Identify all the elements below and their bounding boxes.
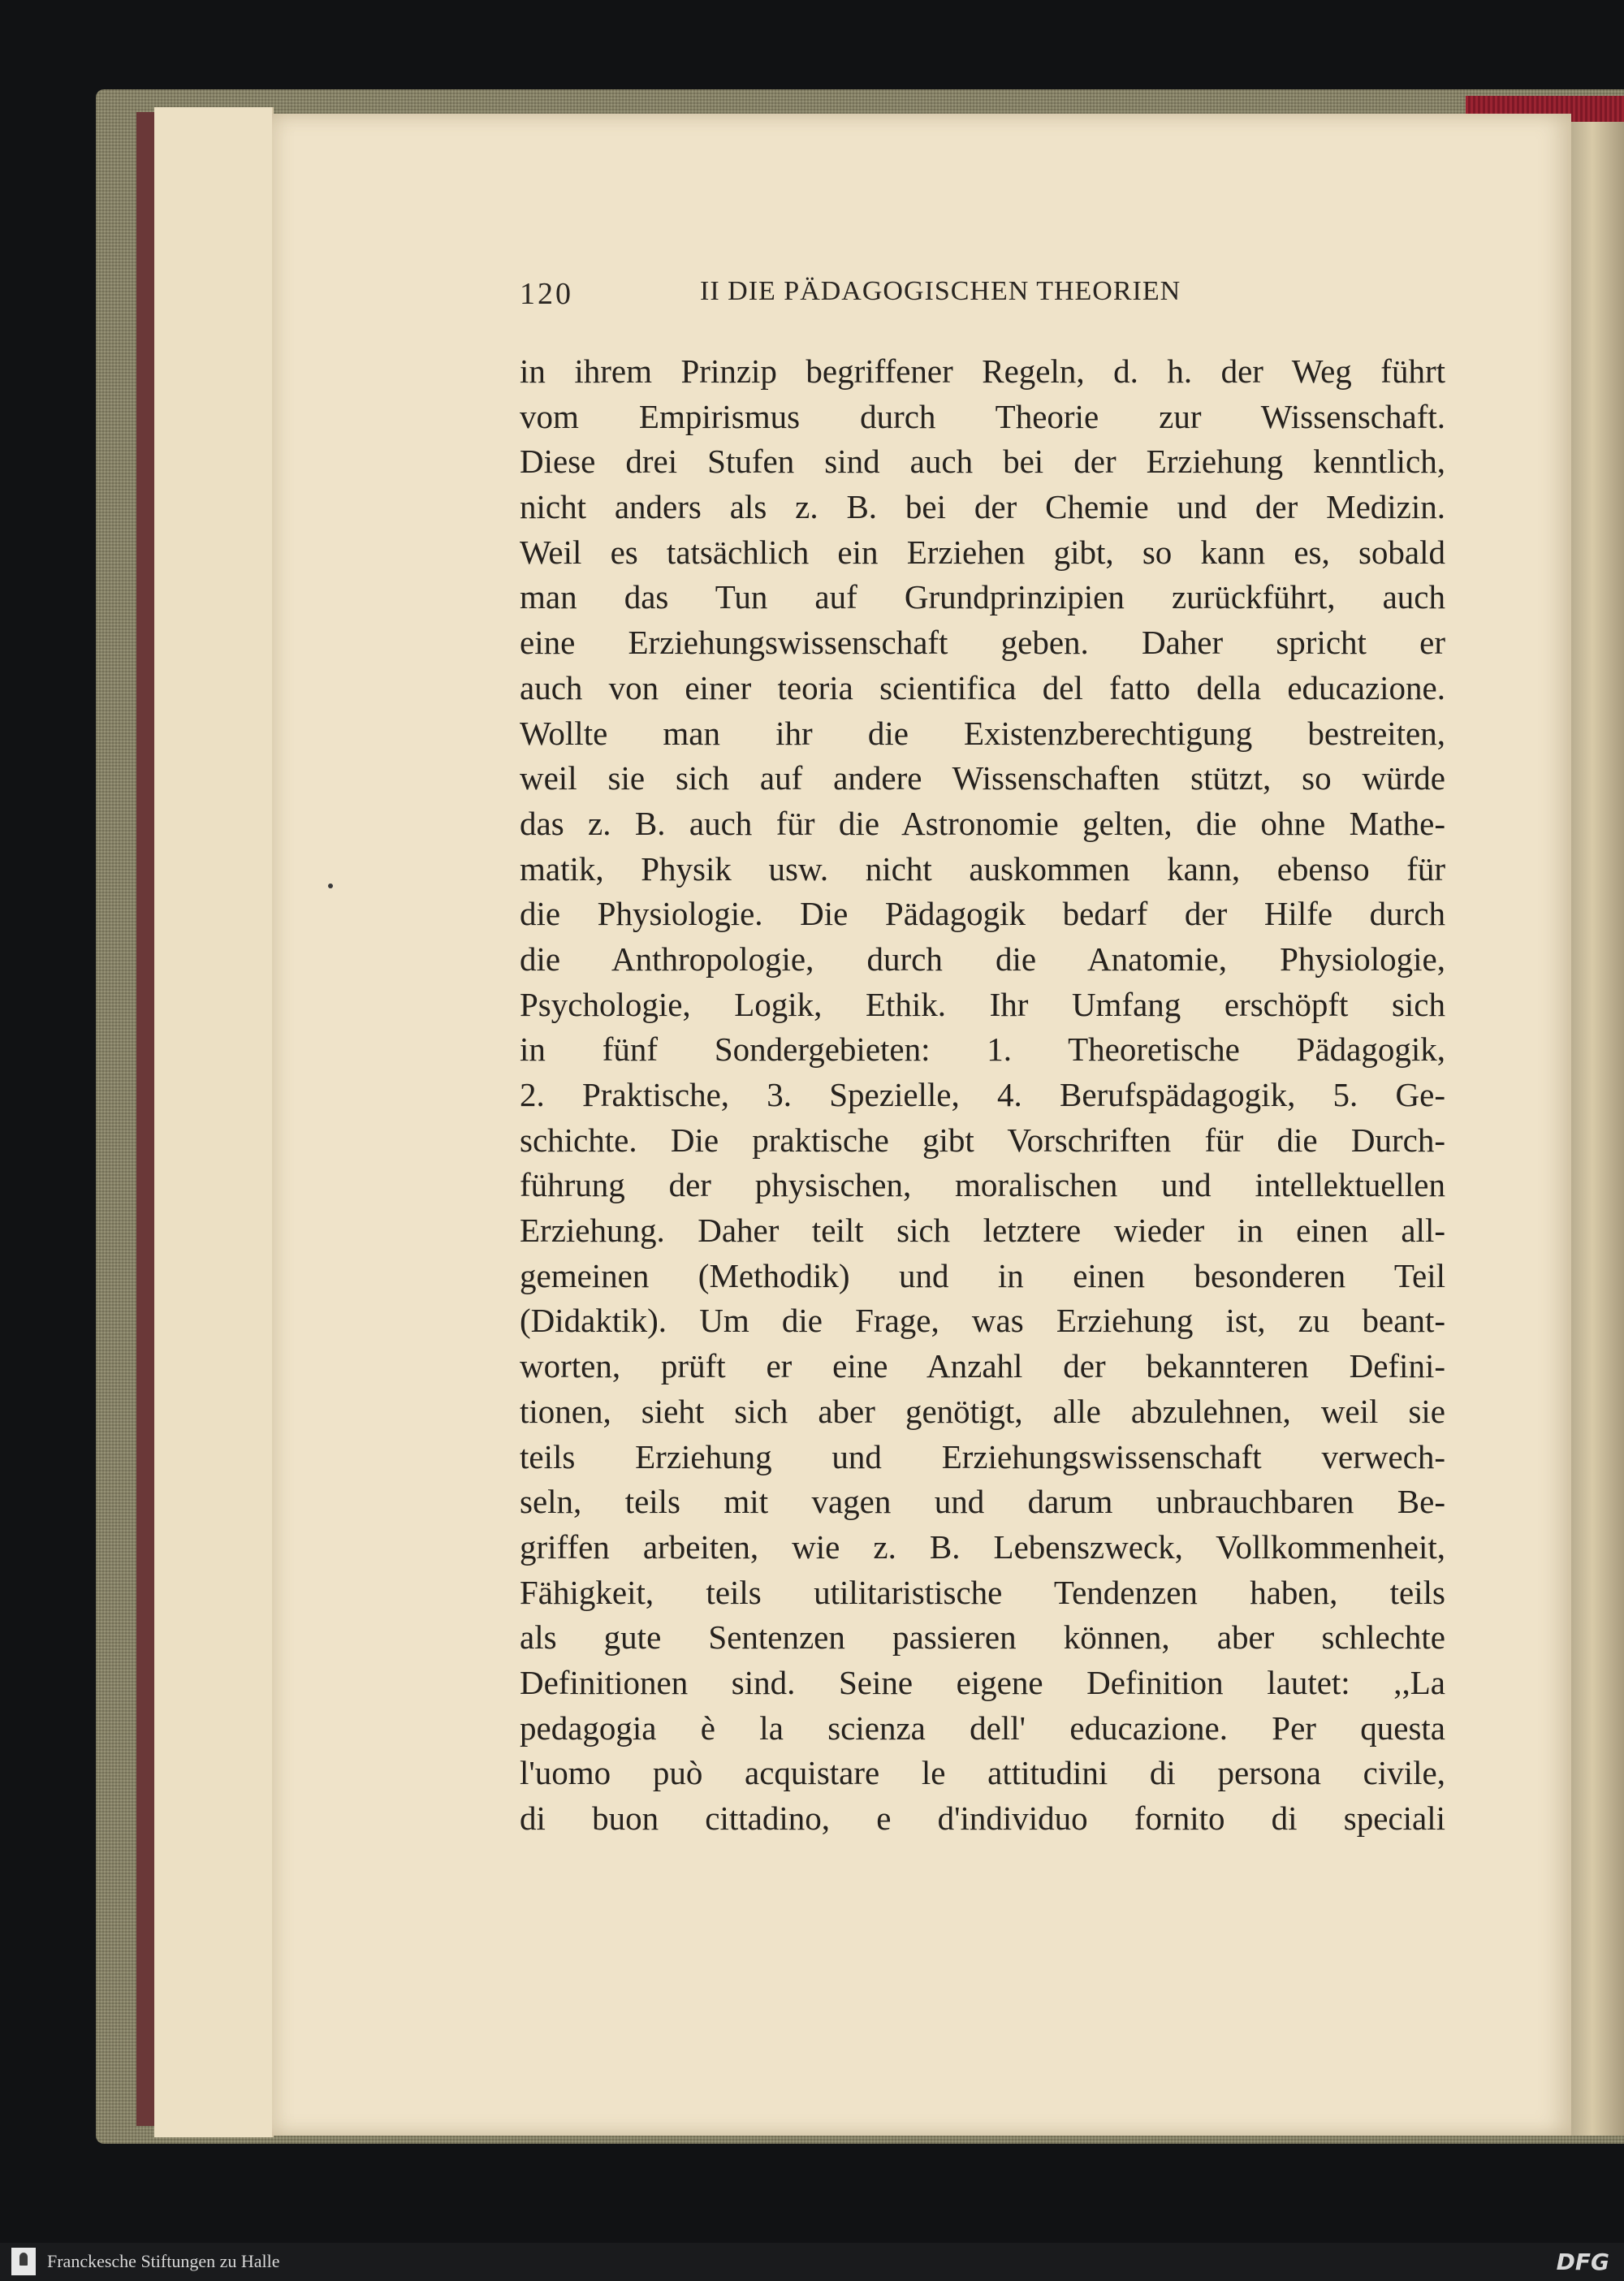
institution-name: Franckesche Stiftungen zu Halle <box>47 2251 280 2271</box>
text-line: teils Erziehung und Erziehungswissenschaft verwech- <box>520 1437 1445 1475</box>
footer-bar <box>0 2243 1624 2281</box>
text-line: worten, prüft er eine Anzahl der bekannteren Defini- <box>520 1347 1445 1385</box>
text-line: tionen, sieht sich aber genötigt, alle abzulehnen, weil sie <box>520 1392 1445 1430</box>
page-edge <box>154 107 179 2137</box>
text-line: das z. B. auch für die Astronomie gelten, die ohne Mathe- <box>520 804 1445 842</box>
text-line: die Physiologie. Die Pädagogik bedarf der Hilfe durch <box>520 895 1445 933</box>
text-line: griffen arbeiten, wie z. B. Lebenszweck, Vollkommenheit, <box>520 1527 1445 1566</box>
text-line: Psychologie, Logik, Ethik. Ihr Umfang erschöpft sich <box>520 985 1445 1023</box>
text-line: (Didaktik). Um die Frage, was Erziehung ist, zu beant- <box>520 1302 1445 1340</box>
text-line: schichte. Die praktische gibt Vorschriften für die Durch- <box>520 1121 1445 1159</box>
text-line: Wollte man ihr die Existenzberechtigung bestreiten, <box>520 714 1445 752</box>
text-line: l'uomo può acquistare le attitudini di persona civile, <box>520 1754 1445 1792</box>
text-line: pedagogia è la scienza dell' educazione. Per questa <box>520 1709 1445 1747</box>
endpaper-edge <box>136 112 154 2126</box>
text-line: Diese drei Stufen sind auch bei der Erziehung kenntlich, <box>520 443 1445 481</box>
page-edge <box>235 107 255 2137</box>
text-line: man das Tun auf Grundprinzipien zurückführt, auch <box>520 578 1445 616</box>
text-line: die Anthropologie, durch die Anatomie, Physiologie, <box>520 940 1445 978</box>
running-head <box>520 276 1445 317</box>
running-title: II DIE PÄDAGOGISCHEN THEORIEN <box>700 276 1181 306</box>
text-line: in ihrem Prinzip begriffener Regeln, d. h. der Weg führt <box>520 352 1445 390</box>
text-line: di buon cittadino, e d'individuo fornito di speciali <box>520 1799 1445 1837</box>
text-line: 2. Praktische, 3. Spezielle, 4. Berufspädagogik, 5. Ge- <box>520 1076 1445 1113</box>
text-line: vom Empirismus durch Theorie zur Wissenschaft. <box>520 397 1445 435</box>
text-line: Definitionen sind. Seine eigene Definition lautet: ,,La <box>520 1663 1445 1701</box>
text-line: matik, Physik usw. nicht auskommen kann, ebenso für <box>520 849 1445 888</box>
page-edge <box>177 107 200 2137</box>
institution-logo-icon <box>11 2248 36 2275</box>
page-edge <box>253 107 274 2137</box>
text-line: auch von einer teoria scientifica del fatto della educazione. <box>520 668 1445 706</box>
page-number: 120 <box>520 277 573 311</box>
text-line: in fünf Sondergebieten: 1. Theoretische Pädagogik, <box>520 1030 1445 1069</box>
dfg-logo: DFG <box>1556 2249 1609 2275</box>
body-text <box>520 349 1445 1842</box>
text-line: Fähigkeit, teils utilitaristische Tendenzen haben, teils <box>520 1573 1445 1611</box>
speck <box>328 883 333 888</box>
text-line: als gute Sentenzen passieren können, aber schlechte <box>520 1618 1445 1657</box>
text-line: führung der physischen, moralischen und intellektuellen <box>520 1166 1445 1204</box>
page-fold-shadow <box>1571 122 1624 2136</box>
text-line: Weil es tatsächlich ein Erziehen gibt, so kann es, sobald <box>520 533 1445 571</box>
text-line: gemeinen (Methodik) und in einen besonderen Teil <box>520 1256 1445 1294</box>
text-line: eine Erziehungswissenschaft geben. Daher spricht er <box>520 624 1445 662</box>
text-line: Erziehung. Daher teilt sich letztere wieder in einen all- <box>520 1212 1445 1250</box>
page-edge <box>218 107 237 2137</box>
text-line: nicht anders als z. B. bei der Chemie und der Medizin. <box>520 488 1445 526</box>
page-edge <box>198 107 219 2137</box>
text-line: seln, teils mit vagen und darum unbrauchbaren Be- <box>520 1483 1445 1521</box>
text-line: weil sie sich auf andere Wissenschaften stützt, so würde <box>520 759 1445 797</box>
